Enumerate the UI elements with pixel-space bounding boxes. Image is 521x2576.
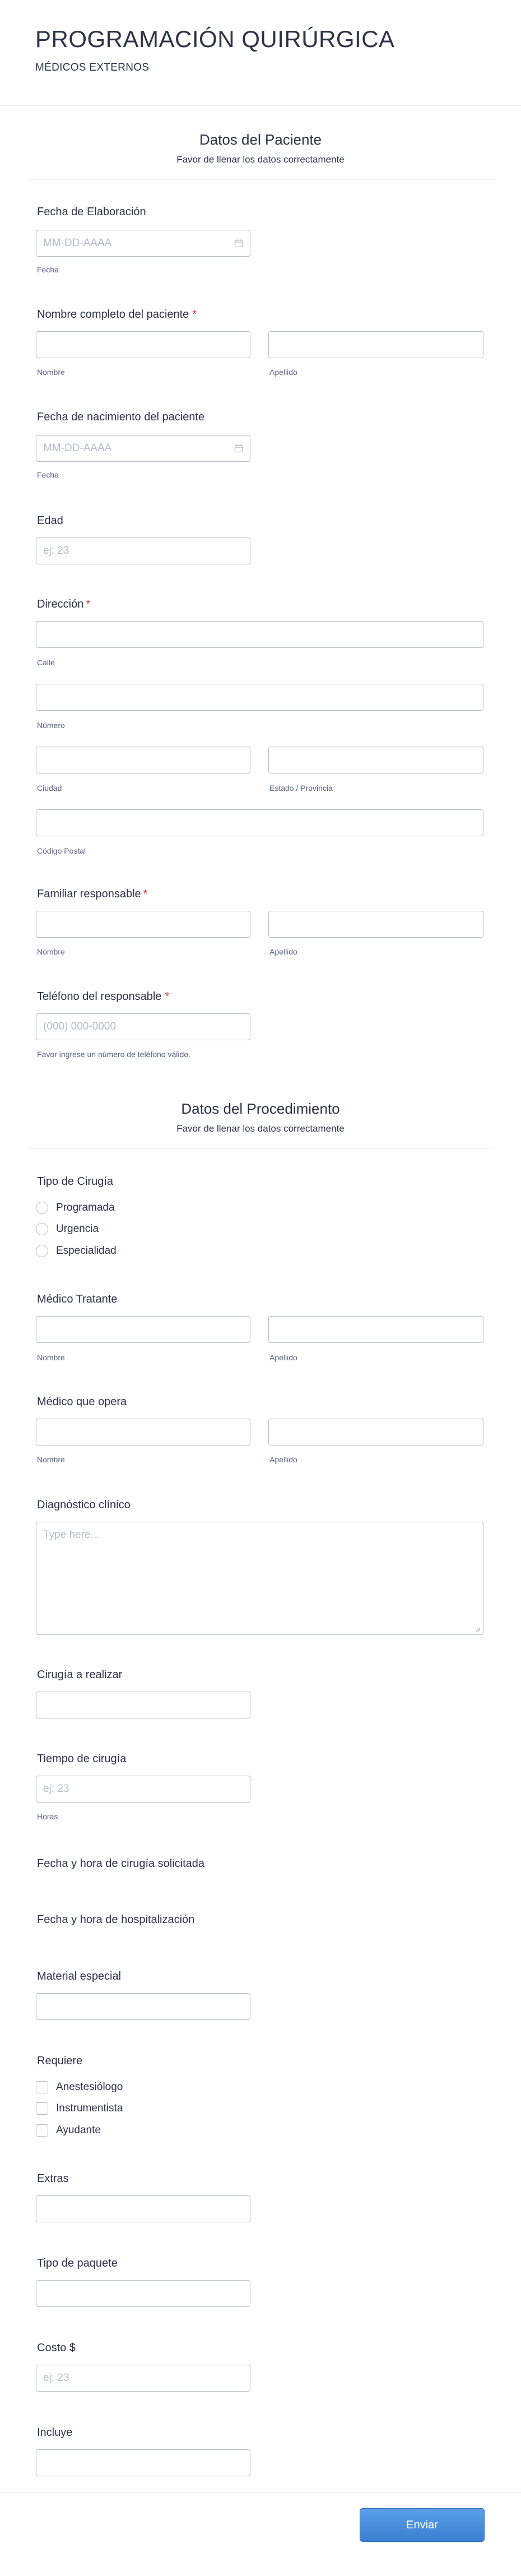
label-direccion-text: Dirección	[37, 598, 84, 610]
radio-especialidad[interactable]	[36, 1245, 48, 1257]
tiempo-cirugia-placeholder: ej: 23	[43, 1783, 69, 1795]
required-mark: *	[165, 990, 170, 1003]
medico-opera-nombre-input[interactable]	[36, 1419, 250, 1445]
label-material-especial: Material especial	[37, 1970, 122, 1982]
label-incluye: Incluye	[37, 2426, 73, 2439]
label-medico-tratante: Médico Tratante	[37, 1293, 118, 1305]
label-requiere: Requiere	[37, 2055, 83, 2067]
label-extras: Extras	[37, 2172, 69, 2185]
header-divider	[0, 105, 521, 106]
section-divider	[27, 179, 494, 180]
material-especial-input[interactable]	[36, 1993, 250, 2020]
checkbox-label-ayudante: Ayudante	[56, 2124, 101, 2136]
radio-label-programada: Programada	[56, 1202, 115, 1213]
label-nombre-paciente	[37, 308, 197, 321]
label-medico-opera: Médico que opera	[37, 1396, 127, 1408]
resize-grip-icon[interactable]	[475, 1627, 481, 1632]
label-cirugia-realizar: Cirugía a realizar	[37, 1669, 123, 1681]
paciente-apellido-input[interactable]	[268, 331, 483, 358]
label-familiar	[37, 888, 147, 901]
medico-tratante-nombre-input[interactable]	[36, 1316, 250, 1343]
calendar-icon[interactable]	[234, 444, 243, 453]
checkbox-label-anestesiologo: Anestesiólogo	[56, 2081, 123, 2093]
label-fecha-hospitalizacion: Fecha y hora de hospitalización	[37, 1914, 195, 1926]
section-title-procedimiento: Datos del Procedimiento	[181, 1100, 340, 1117]
familiar-apellido-input[interactable]	[268, 911, 483, 938]
familiar-nombre-input[interactable]	[36, 911, 250, 938]
sublabel-medico-tratante-nombre: Nombre	[37, 1353, 65, 1362]
incluye-input[interactable]	[36, 2449, 250, 2476]
label-tiempo-cirugia: Tiempo de cirugía	[37, 1753, 127, 1765]
sublabel-paciente-nombre: Nombre	[37, 368, 65, 377]
calendar-icon[interactable]	[234, 239, 243, 248]
sublabel-paciente-apellido: Apellido	[269, 368, 297, 377]
section-subtitle-procedimiento: Favor de llenar los datos correctamente	[176, 1123, 345, 1134]
radio-label-especialidad: Especialidad	[56, 1245, 117, 1257]
extras-input[interactable]	[36, 2195, 250, 2222]
sublabel-familiar-apellido: Apellido	[269, 947, 297, 956]
required-mark: *	[86, 598, 91, 610]
radio-label-urgencia: Urgencia	[56, 1223, 99, 1235]
section-divider	[27, 1148, 494, 1149]
sublabel-horas: Horas	[37, 1812, 58, 1821]
radio-urgencia[interactable]	[36, 1223, 48, 1235]
ciudad-input[interactable]	[36, 747, 250, 773]
label-familiar-text: Familiar responsable	[37, 888, 141, 900]
required-mark: *	[143, 888, 148, 900]
fecha-nacimiento-placeholder: MM-DD-AAAA	[43, 442, 112, 454]
costo-input[interactable]	[36, 2365, 250, 2392]
radio-programada[interactable]	[36, 1202, 48, 1214]
sublabel-medico-tratante-apellido: Apellido	[269, 1353, 297, 1362]
fecha-elaboracion-input[interactable]	[36, 230, 250, 257]
sublabel-telefono: Favor ingrese un número de teléfono válido.	[37, 1050, 190, 1059]
label-tipo-cirugia: Tipo de Cirugía	[37, 1175, 113, 1188]
label-costo: Costo $	[37, 2342, 76, 2354]
sublabel-fecha-elaboracion: Fecha	[37, 265, 59, 274]
calle-input[interactable]	[36, 621, 483, 648]
diagnostico-textarea[interactable]	[36, 1522, 483, 1635]
numero-input[interactable]	[36, 684, 483, 711]
paciente-nombre-input[interactable]	[36, 331, 250, 358]
label-edad: Edad	[37, 515, 63, 527]
sublabel-codigo-postal: Código Postal	[37, 846, 86, 855]
section-title-paciente: Datos del Paciente	[199, 131, 322, 148]
label-telefono	[37, 990, 169, 1003]
estado-input[interactable]	[268, 747, 483, 773]
sublabel-medico-opera-nombre: Nombre	[37, 1455, 65, 1464]
costo-placeholder: ej: 23	[43, 2372, 69, 2384]
sublabel-familiar-nombre: Nombre	[37, 947, 65, 956]
label-telefono-text: Teléfono del responsable	[37, 990, 162, 1003]
tipo-paquete-input[interactable]	[36, 2280, 250, 2307]
form-title: PROGRAMACIÓN QUIRÚRGICA	[35, 26, 395, 52]
telefono-input[interactable]	[36, 1013, 250, 1040]
label-fecha-cirugia: Fecha y hora de cirugía solicitada	[37, 1857, 205, 1870]
tiempo-cirugia-input[interactable]	[36, 1776, 250, 1803]
checkbox-ayudante[interactable]	[36, 2124, 48, 2137]
label-fecha-nacimiento: Fecha de nacimiento del paciente	[37, 411, 205, 423]
label-tipo-paquete: Tipo de paquete	[37, 2257, 118, 2269]
sublabel-fecha-nacimiento: Fecha	[37, 470, 59, 479]
fecha-nacimiento-input[interactable]	[36, 435, 250, 462]
label-direccion	[37, 598, 90, 611]
codigo-postal-input[interactable]	[36, 809, 483, 836]
telefono-placeholder: (000) 000-0000	[43, 1021, 116, 1032]
label-fecha-elaboracion: Fecha de Elaboración	[37, 206, 146, 218]
medico-opera-apellido-input[interactable]	[268, 1419, 483, 1445]
edad-input[interactable]	[36, 538, 250, 564]
sublabel-calle: Calle	[37, 658, 55, 667]
sublabel-numero: Número	[37, 721, 65, 730]
label-nombre-paciente-text: Nombre completo del paciente	[37, 308, 189, 321]
submit-button[interactable]: Enviar	[360, 2508, 485, 2542]
sublabel-ciudad: Ciudad	[37, 784, 62, 793]
cirugia-realizar-input[interactable]	[36, 1692, 250, 1718]
fecha-elaboracion-placeholder: MM-DD-AAAA	[43, 237, 112, 249]
label-diagnostico: Diagnóstico clínico	[37, 1499, 131, 1511]
checkbox-label-instrumentista: Instrumentista	[56, 2102, 123, 2114]
sublabel-medico-opera-apellido: Apellido	[269, 1455, 297, 1464]
sublabel-estado: Estado / Provincia	[269, 784, 333, 793]
diagnostico-placeholder: Type here...	[43, 1529, 100, 1541]
edad-placeholder: ej: 23	[43, 545, 69, 557]
medico-tratante-apellido-input[interactable]	[268, 1316, 483, 1343]
form-subtitle: MÉDICOS EXTERNOS	[35, 62, 150, 73]
checkbox-anestesiologo[interactable]	[36, 2081, 48, 2093]
required-mark: *	[192, 308, 197, 321]
checkbox-instrumentista[interactable]	[36, 2102, 48, 2115]
section-subtitle-paciente: Favor de llenar los datos correctamente	[176, 154, 345, 165]
